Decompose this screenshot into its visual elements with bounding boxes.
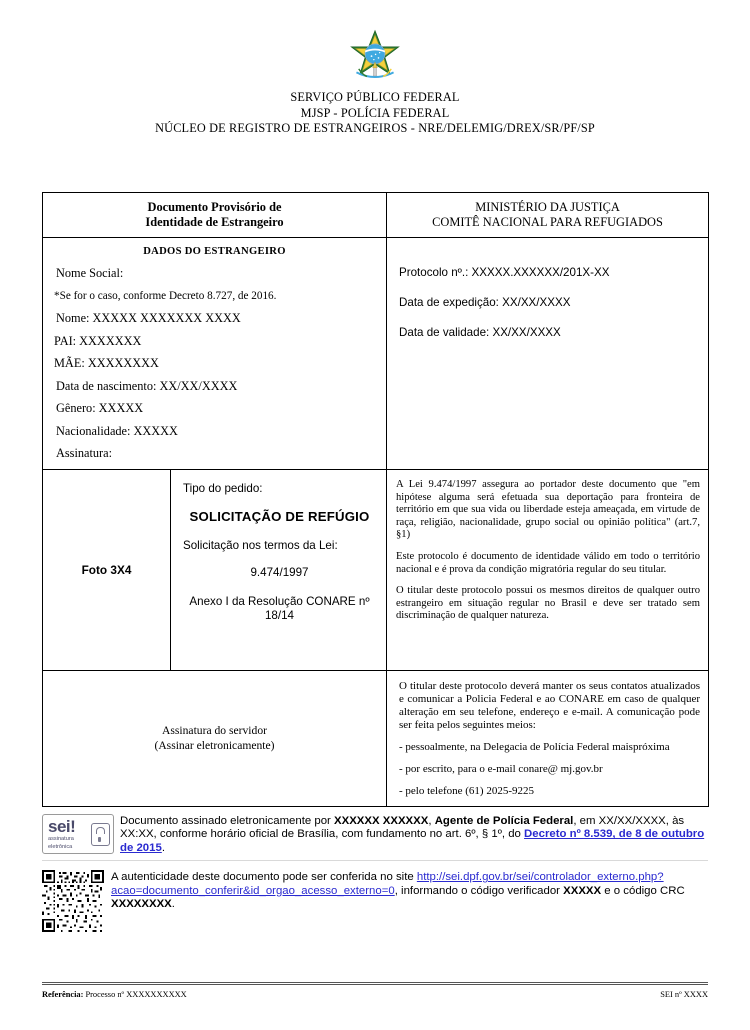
footer-reference-value: Processo nº XXXXXXXXXX — [83, 990, 187, 999]
sei-logo-sub-line2: eletrônica — [48, 843, 73, 850]
sei-footer-block — [42, 814, 708, 932]
signature-period: . — [161, 841, 165, 854]
holder-duties-cell — [387, 671, 709, 807]
field-data-nascimento: Data de nascimento: XX/XX/XXXX — [56, 378, 238, 393]
sei-logo-sub-line1: assinatura — [48, 835, 74, 842]
field-protocolo-numero: Protocolo nº.: XXXXX.XXXXXX/201X-XX — [399, 266, 610, 279]
law-paragraph-3: O titular deste protocolo possui os mesmos direitos de qualquer outro estrangeiro em situação regular no Brasil e deve ser tratado sem discriminação de qualquer natureza. — [396, 585, 700, 622]
table-row-request — [43, 470, 709, 671]
authenticity-mid: , informando o código verificador — [394, 884, 564, 897]
decreto-link[interactable]: Decreto nº 8.539, de 8 de outubro de 2015 — [120, 828, 705, 854]
footer-divider — [42, 982, 708, 985]
field-nome-social: Nome Social: — [56, 266, 124, 280]
request-law-label: Solicitação nos termos da Lei: — [183, 539, 338, 552]
photo-label: Foto 3X4 — [81, 563, 132, 577]
server-signature-line1: Assinatura do servidor — [162, 724, 267, 737]
sei-authenticity-row — [42, 870, 708, 932]
signature-suffix: , em XX/XX/XXXX, às XX:XX, conforme horário oficial de Brasília, com fundamento no art. 6º, § 1º, do — [120, 815, 685, 841]
law-text-cell — [387, 470, 709, 671]
protocol-data-cell — [387, 238, 709, 470]
footer-reference-label: Referência: — [42, 990, 84, 999]
header-line-3: NÚCLEO DE REGISTRO DE ESTRANGEIROS - NRE/DELEMIG/DREX/SR/PF/SP — [155, 121, 595, 135]
right-title-line2: COMITÊ NACIONAL PARA REFUGIADOS — [432, 215, 663, 229]
foreigner-data-cell — [43, 238, 387, 470]
table-row-signature — [43, 671, 709, 807]
identity-document-table — [42, 192, 709, 807]
law-paragraph-2: Este protocolo é documento de identidade válido em todo o território nacional e é prova da condição migratória regular do seu titular. — [396, 550, 700, 575]
sei-verification-link[interactable]: http://sei.dpf.gov.br/sei/controlador_externo.php?acao=documento_conferir&id_orgao_acesso_externo=0 — [111, 871, 664, 897]
field-pai: PAI: XXXXXXX — [54, 333, 142, 348]
sei-signature-text — [120, 814, 708, 855]
field-data-validade: Data de validade: XX/XX/XXXX — [399, 326, 561, 339]
sei-logo — [42, 814, 114, 854]
document-header — [0, 26, 750, 137]
padlock-icon — [91, 823, 110, 846]
left-title-line2: Identidade de Estrangeiro — [145, 215, 284, 229]
request-type-value: SOLICITAÇÃO DE REFÚGIO — [189, 509, 370, 524]
field-mae: MÃE: XXXXXXXX — [54, 356, 159, 370]
brazil-coat-of-arms-icon — [346, 26, 404, 84]
header-line-2: MJSP - POLÍCIA FEDERAL — [300, 105, 450, 120]
right-header-cell — [387, 193, 709, 238]
qr-code-icon — [42, 870, 104, 932]
server-signature-line2: (Assinar eletronicamente) — [154, 738, 275, 752]
dados-heading: DADOS DO ESTRANGEIRO — [143, 246, 286, 257]
request-type-cell — [171, 470, 387, 671]
field-data-expedicao: Data de expedição: XX/XX/XXXX — [399, 296, 571, 309]
page-footer — [42, 982, 708, 999]
table-row-data — [43, 238, 709, 470]
field-genero: Gênero: XXXXX — [56, 401, 144, 415]
field-assinatura: Assinatura: — [56, 446, 113, 460]
signature-signer-name: XXXXXX XXXXXX — [334, 815, 429, 827]
sei-logo-text — [46, 818, 75, 851]
crc-code: XXXXXXXX — [111, 898, 172, 911]
footer-sei-number: SEI nº XXXX — [660, 990, 708, 999]
sei-authenticity-text — [111, 870, 708, 912]
contact-method-2: - por escrito, para o e-mail conare@ mj.gov.br — [399, 763, 603, 775]
field-nome: Nome: XXXXX XXXXXXX XXXX — [56, 311, 241, 325]
request-law-number: 9.474/1997 — [250, 566, 309, 579]
left-title-line1: Documento Provisório de — [147, 200, 282, 214]
footer-content — [42, 990, 708, 999]
contact-method-3: - pelo telefone (61) 2025-9225 — [399, 785, 535, 797]
signature-separator: , — [428, 815, 435, 827]
footer-reference — [42, 990, 187, 999]
law-paragraph-1: A Lei 9.474/1997 assegura ao portador deste documento que "em hipótese alguma será efetuada sua deportação para fronteira de território em que sua vida ou liberdade esteja ameaçada, em virtude de raça, religião, nacionalidade, grupo social ou opinião política" (art.7, §1) — [396, 479, 700, 541]
server-signature-cell — [43, 671, 387, 807]
sei-signature-row — [42, 814, 708, 861]
authenticity-period: . — [171, 898, 175, 911]
contact-method-1: - pessoalmente, na Delegacia de Polícia Federal maispróxima — [399, 741, 670, 753]
verification-code: XXXXX — [563, 884, 602, 897]
authenticity-mid2: e o código CRC — [601, 884, 685, 897]
left-header-cell — [43, 193, 387, 238]
signature-signer-role: Agente de Polícia Federal — [434, 815, 574, 827]
field-nacionalidade: Nacionalidade: XXXXX — [56, 423, 178, 438]
right-title-line1: MINISTÉRIO DA JUSTIÇA — [475, 200, 620, 214]
sei-wordmark: sei! — [48, 816, 76, 836]
header-line-1: SERVIÇO PÚBLICO FEDERAL — [290, 90, 460, 104]
signature-prefix: Documento assinado eletronicamente por — [120, 815, 335, 827]
table-row-titles — [43, 193, 709, 238]
request-type-label: Tipo do pedido: — [183, 482, 263, 495]
photo-placeholder-cell — [43, 470, 171, 671]
authenticity-prefix: A autenticidade deste documento pode ser conferida no site — [111, 871, 417, 884]
request-annex: Anexo I da Resolução CONARE nº 18/14 — [189, 595, 370, 622]
nome-social-note: *Se for o caso, conforme Decreto 8.727, de 2016. — [54, 289, 277, 302]
holder-duties-paragraph: O titular deste protocolo deverá manter os seus contatos atualizados e comunicar a Policia Federal e ao CONARE em caso de qualquer alteração em seu telefone, endereço e e-mail. A comunicação pode ser feita pelos seguintes meios: — [399, 680, 700, 731]
